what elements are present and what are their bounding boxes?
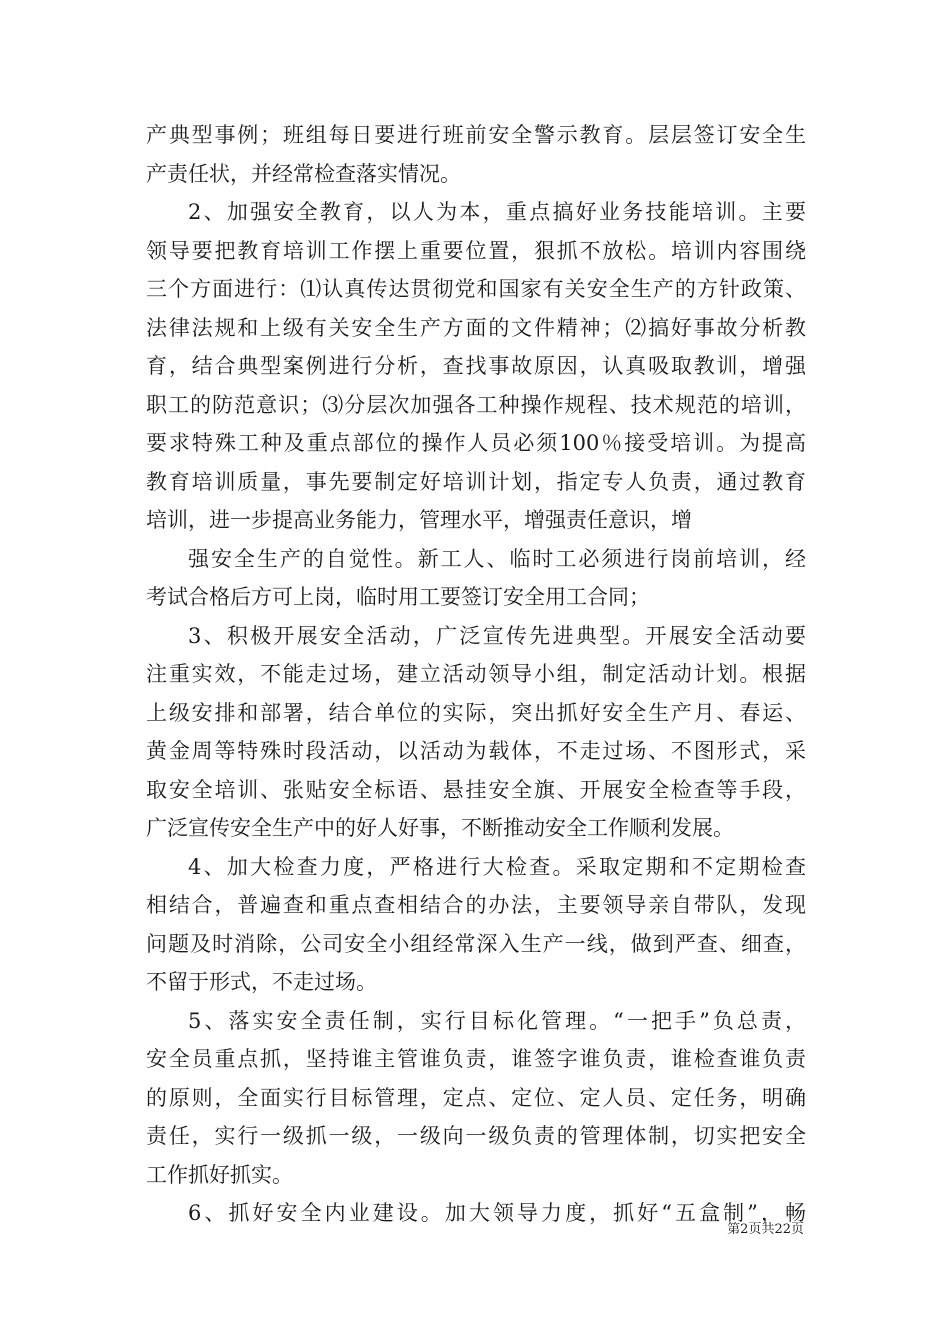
- text-line: 注重实效，不能走过场，建立活动领导小组，制定活动计划。根据: [146, 662, 806, 686]
- text-line: 领导要把教育培训工作摆上重要位置，狠抓不放松。培训内容围绕: [146, 238, 806, 263]
- text-line: 教育培训质量，事先要制定好培训计划，指定专人负责，通过教育: [146, 469, 806, 494]
- text-line: 6、抓好安全内业建设。加大领导力度，抓好“五盒制”，畅: [188, 1201, 806, 1225]
- text-line: 要求特殊工种及重点部位的操作人员必须100％接受培训。为提高: [146, 431, 806, 455]
- text-line: 工作抓好抓实。: [146, 1162, 293, 1187]
- text-line: 广泛宣传安全生产中的好人好事，不断推动安全工作顺利发展。: [146, 816, 734, 840]
- text-line: 不留于形式，不走过场。: [146, 970, 377, 994]
- document-body: [146, 116, 806, 1233]
- text-line: 4、加大检查力度，严格进行大检查。采取定期和不定期检查: [188, 854, 806, 879]
- text-line: 3、积极开展安全活动，广泛宣传先进典型。开展安全活动要: [188, 623, 806, 648]
- text-line: 5、落实安全责任制，实行目标化管理。“一把手”负总责，: [188, 1008, 806, 1033]
- text-line: 产典型事例；班组每日要进行班前安全警示教育。层层签订安全生: [146, 123, 806, 147]
- text-line: 产责任状，并经常检查落实情况。: [146, 161, 461, 186]
- text-line: 三个方面进行：⑴认真传达贯彻党和国家有关安全生产的方针政策、: [146, 277, 806, 301]
- text-line: 问题及时消除，公司安全小组经常深入生产一线，做到严查、细查，: [146, 931, 806, 956]
- text-line: 考试合格后方可上岗，临时用工要签订安全用工合同；: [146, 585, 650, 609]
- text-line: 安全员重点抓，坚持谁主管谁负责，谁签字谁负责，谁检查谁负责: [146, 1047, 806, 1071]
- text-line: 法律法规和上级有关安全生产方面的文件精神；⑵搞好事故分析教: [146, 315, 806, 340]
- text-line: 的原则，全面实行目标管理，定点、定位、定人员、定任务，明确: [146, 1085, 806, 1110]
- text-line: 取安全培训、张贴安全标语、悬挂安全旗、开展安全检查等手段，: [146, 777, 806, 802]
- text-line: 强安全生产的自觉性。新工人、临时工必须进行岗前培训，经: [188, 546, 806, 571]
- text-line: 相结合，普遍查和重点查相结合的办法，主要领导亲自带队，发现: [146, 893, 806, 917]
- page-number: 第2页共22页: [727, 1222, 804, 1237]
- text-line: 上级安排和部署，结合单位的实际，突出抓好安全生产月、春运、: [146, 700, 806, 725]
- text-line: 育，结合典型案例进行分析，查找事故原因，认真吸取教训，增强: [146, 354, 806, 378]
- text-line: 职工的防范意识；⑶分层次加强各工种操作规程、技术规范的培训，: [146, 392, 806, 417]
- text-line: 责任，实行一级抓一级，一级向一级负责的管理体制，切实把安全: [146, 1124, 806, 1148]
- text-line: 黄金周等特殊时段活动，以活动为载体，不走过场、不图形式，采: [146, 739, 806, 763]
- text-line: 培训，进一步提高业务能力，管理水平，增强责任意识，增: [146, 508, 692, 532]
- text-line: 2、加强安全教育，以人为本，重点搞好业务技能培训。主要: [188, 200, 806, 224]
